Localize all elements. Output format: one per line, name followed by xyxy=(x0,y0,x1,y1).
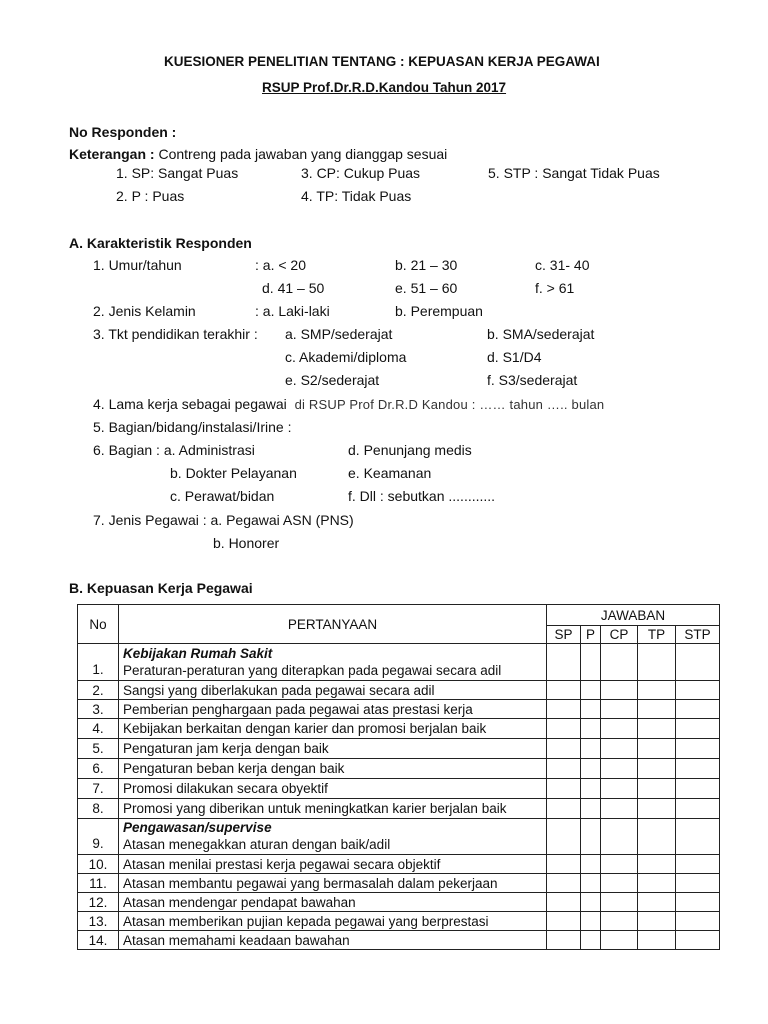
bagian-option-e: e. Keamanan xyxy=(348,465,432,481)
answer-tp-cell[interactable] xyxy=(638,819,676,855)
row-number: 11. xyxy=(78,874,119,893)
pendidikan-option-e: e. S2/sederajat xyxy=(285,372,380,388)
section-b-title: B. Kepuasan Kerja Pegawai xyxy=(69,580,253,596)
row-number: 9. xyxy=(78,819,119,855)
answer-stp-cell[interactable] xyxy=(676,912,720,931)
answer-sp-cell[interactable] xyxy=(547,644,581,681)
answer-stp-cell[interactable] xyxy=(676,719,720,739)
answer-sp-cell[interactable] xyxy=(547,855,581,874)
document-title: KUESIONER PENELITIAN TENTANG : KEPUASAN KERJA PEGAWAI xyxy=(164,54,600,69)
answer-p-cell[interactable] xyxy=(581,819,601,855)
jenis-kelamin-label: 2. Jenis Kelamin xyxy=(93,303,196,319)
answer-cp-cell[interactable] xyxy=(601,739,638,759)
answer-cp-cell[interactable] xyxy=(601,874,638,893)
table-row xyxy=(78,819,720,855)
scale-tp: 4. TP: Tidak Puas xyxy=(301,188,412,204)
answer-p-cell[interactable] xyxy=(581,644,601,681)
header-pertanyaan: PERTANYAAN xyxy=(119,605,547,644)
table-row xyxy=(78,779,720,799)
pendidikan-option-c: c. Akademi/diploma xyxy=(285,349,407,365)
scale-p: 2. P : Puas xyxy=(116,188,185,204)
row-number: 5. xyxy=(78,739,119,759)
question-text: Peraturan-peraturan yang diterapkan pada pegawai secara adil xyxy=(123,662,502,678)
section-heading: Pengawasan/supervise xyxy=(123,820,272,835)
answer-tp-cell[interactable] xyxy=(638,681,676,700)
answer-p-cell[interactable] xyxy=(581,931,601,950)
row-number: 7. xyxy=(78,779,119,799)
bagian-option-f: f. Dll : sebutkan ............ xyxy=(348,488,496,504)
question-text: Promosi dilakukan secara obyektif xyxy=(119,779,547,799)
answer-cp-cell[interactable] xyxy=(601,931,638,950)
keterangan-label: Keterangan : xyxy=(69,146,155,162)
answer-cp-cell[interactable] xyxy=(601,855,638,874)
answer-stp-cell[interactable] xyxy=(676,799,720,819)
table-row xyxy=(78,739,720,759)
row-number: 10. xyxy=(78,855,119,874)
answer-p-cell[interactable] xyxy=(581,681,601,700)
questionnaire-table xyxy=(77,604,720,950)
answer-tp-cell[interactable] xyxy=(638,931,676,950)
answer-stp-cell[interactable] xyxy=(676,759,720,779)
answer-cp-cell[interactable] xyxy=(601,681,638,700)
answer-p-cell[interactable] xyxy=(581,874,601,893)
answer-p-cell[interactable] xyxy=(581,855,601,874)
table-row xyxy=(78,874,720,893)
answer-cp-cell[interactable] xyxy=(601,819,638,855)
answer-stp-cell[interactable] xyxy=(676,893,720,912)
answer-sp-cell[interactable] xyxy=(547,819,581,855)
answer-stp-cell[interactable] xyxy=(676,644,720,681)
header-stp: STP xyxy=(676,626,720,644)
lama-kerja-label: 4. Lama kerja sebagai pegawai xyxy=(93,396,287,412)
jenis-pegawai-option-b: b. Honorer xyxy=(213,535,280,551)
answer-sp-cell[interactable] xyxy=(547,739,581,759)
answer-tp-cell[interactable] xyxy=(638,719,676,739)
row-number: 4. xyxy=(78,719,119,739)
lama-kerja-tail: di RSUP Prof Dr.R.D Kandou : …… tahun ….. bulan xyxy=(294,397,605,412)
question-text: Atasan memahami keadaan bawahan xyxy=(119,931,547,950)
answer-cp-cell[interactable] xyxy=(601,700,638,719)
answer-tp-cell[interactable] xyxy=(638,739,676,759)
answer-p-cell[interactable] xyxy=(581,719,601,739)
jenis-kelamin-option-a: : a. Laki-laki xyxy=(255,303,330,319)
table-row xyxy=(78,799,720,819)
answer-stp-cell[interactable] xyxy=(676,855,720,874)
answer-sp-cell[interactable] xyxy=(547,931,581,950)
answer-cp-cell[interactable] xyxy=(601,719,638,739)
answer-sp-cell[interactable] xyxy=(547,912,581,931)
scale-cp: 3. CP: Cukup Puas xyxy=(301,165,421,181)
answer-tp-cell[interactable] xyxy=(638,759,676,779)
pendidikan-option-d: d. S1/D4 xyxy=(487,349,542,365)
umur-option-a: : a. < 20 xyxy=(255,257,306,273)
table-row xyxy=(78,700,720,719)
answer-cp-cell[interactable] xyxy=(601,893,638,912)
answer-p-cell[interactable] xyxy=(581,779,601,799)
table-row xyxy=(78,931,720,950)
answer-tp-cell[interactable] xyxy=(638,644,676,681)
table-row xyxy=(78,893,720,912)
answer-cp-cell[interactable] xyxy=(601,759,638,779)
pendidikan-label: 3. Tkt pendidikan terakhir : xyxy=(93,326,258,342)
bagian-instalasi-label: 5. Bagian/bidang/instalasi/Irine : xyxy=(93,419,292,435)
answer-tp-cell[interactable] xyxy=(638,893,676,912)
question-text: Atasan membantu pegawai yang bermasalah dalam pekerjaan xyxy=(119,874,547,893)
header-jawaban: JAWABAN xyxy=(547,605,720,626)
row-number: 3. xyxy=(78,700,119,719)
scale-sp: 1. SP: Sangat Puas xyxy=(116,165,239,181)
row-number: 8. xyxy=(78,799,119,819)
answer-stp-cell[interactable] xyxy=(676,819,720,855)
answer-p-cell[interactable] xyxy=(581,893,601,912)
answer-sp-cell[interactable] xyxy=(547,700,581,719)
answer-tp-cell[interactable] xyxy=(638,874,676,893)
umur-option-b: b. 21 – 30 xyxy=(395,257,458,273)
table-row xyxy=(78,759,720,779)
answer-stp-cell[interactable] xyxy=(676,700,720,719)
table-row xyxy=(78,855,720,874)
answer-sp-cell[interactable] xyxy=(547,681,581,700)
question-text: Pengaturan jam kerja dengan baik xyxy=(119,739,547,759)
answer-p-cell[interactable] xyxy=(581,739,601,759)
bagian-option-d: d. Penunjang medis xyxy=(348,442,472,458)
row-number: 2. xyxy=(78,681,119,700)
bagian-label: 6. Bagian : a. Administrasi xyxy=(93,442,255,458)
umur-option-f: f. > 61 xyxy=(535,280,575,296)
answer-stp-cell[interactable] xyxy=(676,874,720,893)
document-subtitle: RSUP Prof.Dr.R.D.Kandou Tahun 2017 xyxy=(262,80,507,95)
pendidikan-option-b: b. SMA/sederajat xyxy=(487,326,595,342)
question-text: Sangsi yang diberlakukan pada pegawai secara adil xyxy=(119,681,547,700)
section-a-title: A. Karakteristik Responden xyxy=(69,235,252,251)
table-row xyxy=(78,719,720,739)
question-cell xyxy=(119,819,547,855)
answer-p-cell[interactable] xyxy=(581,759,601,779)
umur-option-e: e. 51 – 60 xyxy=(395,280,458,296)
header-p: P xyxy=(581,626,601,644)
answer-cp-cell[interactable] xyxy=(601,779,638,799)
scale-stp: 5. STP : Sangat Tidak Puas xyxy=(488,165,660,181)
jenis-kelamin-option-b: b. Perempuan xyxy=(395,303,483,319)
question-text: Atasan menilai prestasi kerja pegawai secara objektif xyxy=(119,855,547,874)
header-cp: CP xyxy=(601,626,638,644)
question-text: Pengaturan beban kerja dengan baik xyxy=(119,759,547,779)
question-text: Kebijakan berkaitan dengan karier dan promosi berjalan baik xyxy=(119,719,547,739)
answer-tp-cell[interactable] xyxy=(638,779,676,799)
answer-stp-cell[interactable] xyxy=(676,931,720,950)
bagian-option-c: c. Perawat/bidan xyxy=(170,488,275,504)
answer-sp-cell[interactable] xyxy=(547,779,581,799)
answer-p-cell[interactable] xyxy=(581,912,601,931)
header-no: No xyxy=(78,605,119,644)
answer-stp-cell[interactable] xyxy=(676,779,720,799)
answer-sp-cell[interactable] xyxy=(547,799,581,819)
lama-kerja xyxy=(93,396,604,412)
answer-sp-cell[interactable] xyxy=(547,893,581,912)
keterangan-text: Contreng pada jawaban yang dianggap sesuai xyxy=(154,146,448,162)
answer-tp-cell[interactable] xyxy=(638,799,676,819)
question-text: Pemberian penghargaan pada pegawai atas prestasi kerja xyxy=(119,700,547,719)
row-number: 6. xyxy=(78,759,119,779)
table-row xyxy=(78,681,720,700)
table-row xyxy=(78,912,720,931)
answer-stp-cell[interactable] xyxy=(676,681,720,700)
table-row xyxy=(78,644,720,681)
answer-tp-cell[interactable] xyxy=(638,700,676,719)
answer-cp-cell[interactable] xyxy=(601,912,638,931)
row-number: 14. xyxy=(78,931,119,950)
question-text: Promosi yang diberikan untuk meningkatkan karier berjalan baik xyxy=(119,799,547,819)
row-number: 12. xyxy=(78,893,119,912)
answer-stp-cell[interactable] xyxy=(676,739,720,759)
header-sp: SP xyxy=(547,626,581,644)
question-cell xyxy=(119,644,547,681)
answer-cp-cell[interactable] xyxy=(601,799,638,819)
row-number: 1. xyxy=(78,644,119,681)
header-tp: TP xyxy=(638,626,676,644)
answer-tp-cell[interactable] xyxy=(638,855,676,874)
umur-option-d: d. 41 – 50 xyxy=(262,280,325,296)
answer-p-cell[interactable] xyxy=(581,799,601,819)
answer-p-cell[interactable] xyxy=(581,700,601,719)
question-text: Atasan mendengar pendapat bawahan xyxy=(119,893,547,912)
pendidikan-option-f: f. S3/sederajat xyxy=(487,372,578,388)
keterangan xyxy=(69,146,447,162)
answer-tp-cell[interactable] xyxy=(638,912,676,931)
bagian-option-b: b. Dokter Pelayanan xyxy=(170,465,297,481)
section-heading: Kebijakan Rumah Sakit xyxy=(123,645,273,661)
answer-sp-cell[interactable] xyxy=(547,874,581,893)
row-number: 13. xyxy=(78,912,119,931)
umur-label: 1. Umur/tahun xyxy=(93,257,182,273)
question-text: Atasan memberikan pujian kepada pegawai yang berprestasi xyxy=(119,912,547,931)
answer-cp-cell[interactable] xyxy=(601,644,638,681)
question-text: Atasan menegakkan aturan dengan baik/adil xyxy=(123,837,391,852)
answer-sp-cell[interactable] xyxy=(547,719,581,739)
pendidikan-option-a: a. SMP/sederajat xyxy=(285,326,393,342)
jenis-pegawai-label: 7. Jenis Pegawai : a. Pegawai ASN (PNS) xyxy=(93,512,354,528)
umur-option-c: c. 31- 40 xyxy=(535,257,590,273)
no-responden-label: No Responden : xyxy=(69,124,177,140)
answer-sp-cell[interactable] xyxy=(547,759,581,779)
